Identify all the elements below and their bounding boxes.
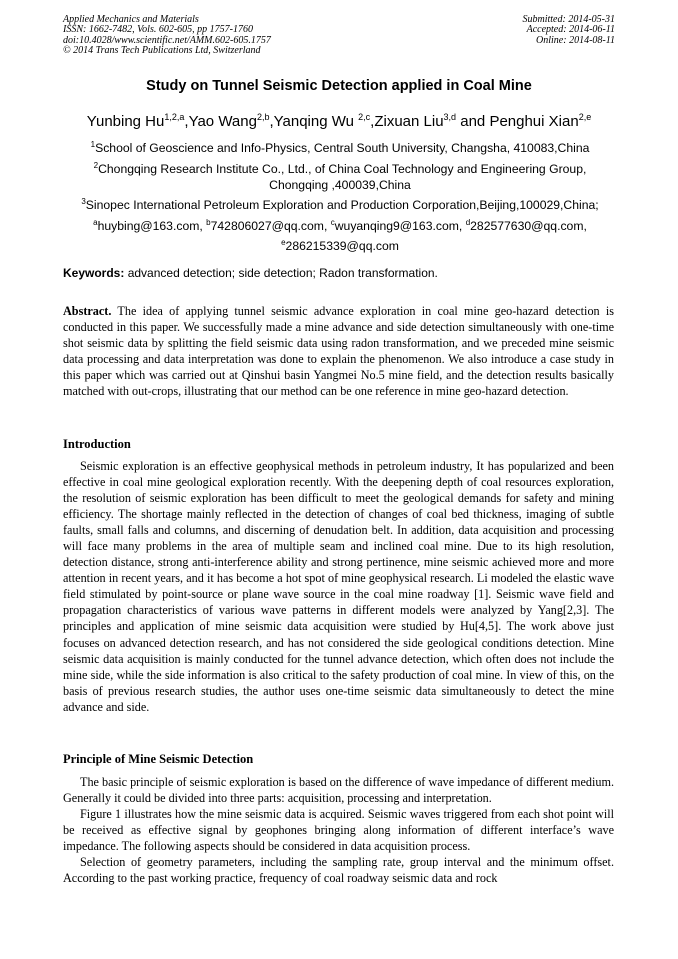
paper-title: Study on Tunnel Seismic Detection applied in Coal Mine — [146, 78, 532, 94]
journal-info — [63, 15, 393, 56]
submission-dates — [415, 15, 615, 46]
principle-paragraph-2: Figure 1 illustrates how the mine seismic data is acquired. Seismic waves triggered from each shot point will be received as effective signal by geophones bringing along information of different interface’s wave impedance. The following aspects should be considered in data acquisition process. — [63, 807, 614, 854]
email: huybing@163.com, — [97, 219, 207, 234]
author-sup: 2,e — [578, 112, 592, 122]
principle-paragraph-1: The basic principle of seismic exploration is based on the difference of wave impedance of different medium. Generally it could be divided into three parts: acquisition, processing and interpretation. — [63, 775, 614, 806]
email: 286215339@qq.com — [285, 238, 399, 253]
author-sep: and — [456, 113, 490, 130]
submitted-date: Submitted: 2014-05-31 — [522, 14, 615, 25]
email-sup: a — [93, 218, 98, 227]
email-sup: d — [465, 218, 471, 227]
author-name: Zixuan Liu — [374, 113, 444, 130]
principle-section — [63, 774, 614, 886]
author-sep: , — [370, 113, 375, 130]
email-sup: e — [281, 237, 286, 247]
keywords — [63, 266, 623, 280]
author-name: Yanqing Wu — [273, 113, 359, 130]
abstract — [63, 303, 614, 399]
affiliation-sup: 1 — [90, 140, 96, 149]
abstract-label: Abstract. — [63, 304, 112, 318]
keywords-label: Keywords: — [63, 266, 125, 280]
author-sep: , — [184, 113, 189, 130]
author-sup: 1,2,a — [164, 112, 185, 122]
author-name: Yunbing Hu — [86, 113, 165, 130]
affiliation-1 — [60, 137, 620, 157]
author-sup: 2,b — [256, 112, 270, 122]
email: 282577630@qq.com, — [470, 219, 587, 234]
email: wuyanqing9@163.com, — [334, 219, 466, 234]
principle-paragraph-3: Selection of geometry parameters, including the sampling rate, group interval and the minimum offset. According to the past working practice, frequency of coal roadway seismic data and rock — [63, 855, 614, 886]
keywords-text: advanced detection; side detection; Radon transformation. — [124, 266, 438, 280]
email-sup: c — [330, 218, 335, 227]
email: 742806027@qq.com, — [210, 219, 331, 234]
accepted-date: Accepted: 2014-06-11 — [526, 24, 615, 36]
affiliation-text: Chongqing Research Institute Co., Ltd., of China Coal Technology and Engineering Group, — [98, 162, 587, 177]
author-sup: 3,d — [443, 112, 457, 122]
affiliation-text-line2: Chongqing ,400039,China — [269, 177, 411, 192]
author-name: Yao Wang — [188, 113, 257, 130]
author-name: Penghui Xian — [489, 113, 579, 130]
section-heading-introduction: Introduction — [63, 437, 131, 451]
author-list — [0, 112, 678, 130]
journal-issn: ISSN: 1662-7482, Vols. 602-605, pp 1757-1760 — [63, 24, 253, 36]
journal-doi: doi:10.4028/www.scientific.net/AMM.602-605.1757 — [63, 34, 271, 46]
introduction-paragraph: Seismic exploration is an effective geophysical methods in petroleum industry, It has popularized and been effective in coal mine geological exploration recently. With the deepening depth of coal resources exploration, the resolution of seismic exploration has been difficult to meet the geological demands for safety and mining efficiency. The shortage mainly reflected in the detection of changes of coal bed thickness, imaging of subtle faults, small falls and columns, and discerning of denudation belt. In addition, data acquisition and processing will face many problems in the area of multiple seam and inclined coal mine. Due to its high resolution, detection distance, strong anti-interference ability and strong pertinence, mine seismic achieved more and more attention in recent years, and it has become a hot spot of mine geophysical research. Li modeled the elastic wave field stimulated by point-source or plane wave source in the coal mine roadway [1]. Seismic wave field and propagation characteristics of various wave patterns in different models were analyzed by Yang[2,3]. The principles and application of mine seismic data acquisition were studied by Hu[4,5]. The work above just focuses on advanced detection research, and has not considered the side geological conditions detection. Mine seismic data acquisition is mainly conducted for the tunnel advance detection, which often does not include the mine side, while the side information is also critical to the safety production of coal mine. In view of this, on the basis of previous research studies, the author uses one-time seismic data simultaneously to detect the mine advance and side. — [63, 459, 614, 714]
journal-copyright: © 2014 Trans Tech Publications Ltd, Switzerland — [63, 44, 261, 56]
affiliation-sup: 3 — [81, 197, 86, 206]
author-sup: 2,c — [358, 112, 371, 122]
affiliation-text: School of Geoscience and Info-Physics, Central South University, Changsha, 410083,China — [95, 141, 590, 156]
author-sep: , — [269, 113, 274, 130]
section-heading-principle: Principle of Mine Seismic Detection — [63, 752, 254, 766]
affiliation-3 — [60, 194, 620, 214]
journal-name: Applied Mechanics and Materials — [63, 14, 199, 25]
email-sup: b — [206, 218, 211, 227]
affiliation-sup: 2 — [93, 161, 99, 170]
affiliation-2 — [60, 158, 620, 193]
author-emails — [60, 215, 620, 254]
online-date: Online: 2014-08-11 — [536, 34, 615, 46]
affiliation-text: Sinopec International Petroleum Exploration and Production Corporation,Beijing,100029,China; — [85, 198, 599, 213]
abstract-text: The idea of applying tunnel seismic advance exploration in coal mine geo-hazard detection is conducted in this paper. We successfully made a mine advance and side detection simultaneously with one-time shot seismic data by splitting the field seismic data using radon transformation, and we preceded mine seismic data processing and data interpretation was done to explain the phenomenon. We also introduce a case study in this paper which was carried out at Qinshui basin Yangmei No.5 mine field, and the detection results basically matched with out-crops, illustrating that our method can be one reference in mine geo-hazard detection. — [63, 304, 614, 399]
